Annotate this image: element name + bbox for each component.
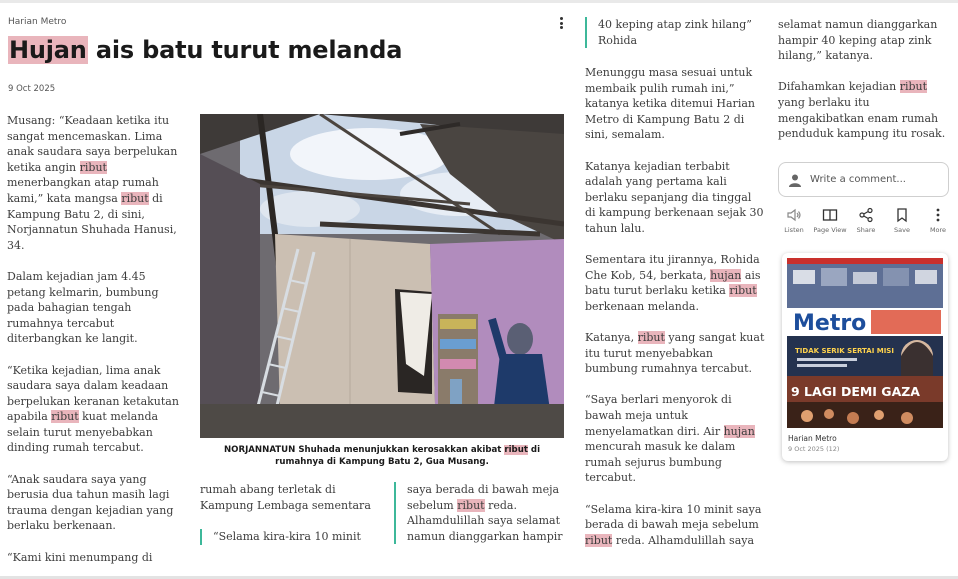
pull-quote-continued: saya berada di bawah meja sebelum ribut reda. Alhamdulillah saya selamat namun dianggarkan hampir [394, 482, 564, 544]
share-button[interactable] [850, 207, 882, 234]
search-highlight: Hujan [9, 36, 87, 64]
article-menu-kebab-icon[interactable] [555, 15, 567, 31]
speaker-icon [786, 207, 802, 223]
paragraph: Katanya, ribut yang sangat kuat itu turut menyebabkan bumbung rumahnya tercabut. [585, 331, 765, 376]
headline-rest: ais batu turut melanda [87, 36, 403, 64]
issue-title: Harian Metro [788, 434, 837, 443]
article-column-4 [778, 17, 954, 157]
comment-input[interactable] [778, 162, 949, 197]
search-highlight: ribut [121, 191, 149, 205]
action-label: Page View [813, 226, 847, 234]
comment-placeholder: Write a comment... [810, 174, 906, 185]
paragraph: Katanya kejadian terbabit adalah yang pertama kali berlaku sepanjang dia tinggal di kampung berkenaan sejak 30 tahun lalu. [585, 159, 764, 235]
listen-button[interactable] [778, 207, 810, 234]
paragraph: Musang: “Keadaan ketika itu sangat mencemaskan. Lima anak saudara saya berpelukan ketika angin ribut menerbangkan atap rumah kami,” kata mangsa ribut di Kampung Batu 2, di sini, Norjannatun Shuhada Hanusi, 34. [7, 114, 178, 252]
photo-caption: NORJANNATUN Shuhada menunjukkan kerosakkan akibat ribut di rumahnya di Kampung Batu 2, Gua Musang. [223, 445, 541, 467]
action-label: Share [856, 226, 876, 234]
publisher-name: Harian Metro [8, 17, 67, 27]
search-highlight: ribut [51, 410, 79, 424]
related-issue-card[interactable] [782, 253, 948, 461]
cover-illustration [787, 258, 943, 428]
cover-masthead: Metro [793, 311, 867, 336]
search-highlight: ribut [637, 331, 665, 345]
paragraph: “Kami kini menumpang di [7, 550, 153, 564]
article-date: 9 Oct 2025 [8, 84, 56, 94]
paragraph: selamat namun dianggarkan hampir 40 keping atap zink hilang,” katanya. [778, 18, 938, 63]
article-photo[interactable] [200, 114, 564, 438]
top-divider [0, 0, 958, 3]
paragraph: “Ketika kejadian, lima anak saudara saya dalam keadaan berpelukan keranan ketakutan apabila ribut kuat melanda selain turut menyebabkan dinding rumah tercabut. [7, 363, 179, 455]
action-label: Listen [784, 226, 804, 234]
newspaper-cover [787, 258, 943, 428]
paragraph: rumah abang terletak di Kampung Lembaga sementara [200, 483, 371, 512]
paragraph: “Anak saudara saya yang berusia dua tahun masih lagi trauma dengan kejadian yang berlaku berkenaan. [7, 472, 174, 533]
bookmark-icon [894, 207, 910, 223]
paragraph: Dalam kejadian jam 4.45 petang kelmarin, bumbung pada bahagian tengah rumahnya tercabut diterbangkan ke langit. [7, 269, 159, 346]
paragraph: “Saya berlari menyorok di bawah meja untuk menyelamatkan diri. Air hujan mencurah masuk ke dalam rumah sejurus bumbung tercabut. [585, 393, 755, 485]
article-action-bar [778, 207, 954, 234]
cover-headline: 9 LAGI DEMI GAZA [791, 384, 920, 399]
search-highlight: hujan [710, 268, 742, 282]
article-column-3 [585, 65, 765, 564]
cover-subheadline: TIDAK SERIK SERTAI MISI [795, 347, 894, 355]
search-highlight: hujan [723, 424, 755, 438]
article-column-2 [200, 482, 380, 529]
user-avatar-icon [788, 173, 802, 187]
action-label: More [929, 226, 947, 234]
paragraph: “Selama kira-kira 10 minit saya berada di bawah meja sebelum ribut reda. Alhamdulillah saya [585, 502, 762, 547]
book-icon [822, 207, 838, 223]
search-highlight: ribut [585, 533, 613, 547]
more-icon [930, 207, 946, 223]
issue-meta: 9 Oct 2025 (12) [788, 445, 840, 453]
pull-quote: 40 keping atap zink hilang” Rohida [585, 17, 757, 48]
article-headline [8, 36, 402, 64]
paragraph: Difahamkan kejadian ribut yang berlaku itu mengakibatkan enam rumah penduduk kampung itu rosak. [778, 80, 946, 141]
page-view-button[interactable] [814, 207, 846, 234]
search-highlight: ribut [899, 80, 928, 94]
damaged-house-illustration [200, 114, 564, 438]
paragraph: Sementara itu jirannya, Rohida Che Kob, 54, berkata, hujan ais batu turut berlaku ketika ribut berkenaan melanda. [585, 253, 761, 313]
article-column-1 [7, 113, 185, 579]
search-highlight: ribut [504, 445, 528, 455]
action-label: Save [894, 226, 910, 234]
more-button[interactable] [922, 207, 954, 234]
save-button[interactable] [886, 207, 918, 234]
paragraph: Menunggu masa sesuai untuk membaik pulih rumah ini,” katanya ketika ditemui Harian Metro di Kampung Batu 2 di sini, semalam. [585, 66, 755, 142]
search-highlight: ribut [729, 284, 757, 298]
search-highlight: ribut [79, 160, 107, 174]
search-highlight: ribut [457, 498, 485, 512]
pull-quote: “Selama kira-kira 10 minit [200, 529, 376, 545]
share-icon [858, 207, 874, 223]
